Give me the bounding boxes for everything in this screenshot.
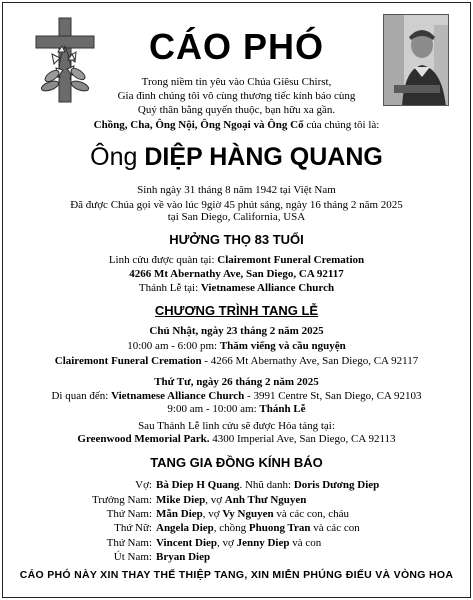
day1-schedule (0, 340, 473, 352)
member-detail: . Nhũ danh: (239, 479, 294, 491)
day1-event: Thăm viếng và cầu nguyện (219, 340, 346, 352)
birth-info: Sinh ngày 31 tháng 8 năm 1942 tại Việt Nam (137, 184, 336, 196)
member-name: Vincent Diep (156, 537, 218, 549)
day2-schedule (0, 403, 473, 415)
day2-place-name: Vietnamese Alliance Church (111, 390, 245, 402)
intro-line-4 (0, 118, 473, 132)
viewing-address (0, 268, 473, 280)
member-detail: , vợ (202, 508, 223, 520)
family-member (156, 494, 306, 506)
viewing-line-1 (0, 254, 473, 266)
family-member (156, 508, 349, 520)
spouse-name: Vy Nguyen (222, 508, 274, 520)
burial-place-name: Greenwood Memorial Park. (77, 433, 210, 445)
day2-place (0, 390, 473, 402)
day2-time: 9:00 am - 10:00 am: (167, 403, 260, 415)
day1-heading (0, 325, 473, 337)
viewing-address-text: 4266 Mt Abernathy Ave, San Diego, CA 92117 (129, 268, 344, 280)
member-name: Bryan Diep (156, 551, 211, 563)
intro-line-2: Gia đình chúng tôi vô cùng thương tiếc kính báo cùng (117, 90, 356, 102)
deceased-name (0, 143, 473, 172)
intro-line-1: Trong niềm tin yêu vào Chúa Giêsu Chirst, (141, 76, 332, 88)
mass-location (0, 282, 473, 294)
day1-place (0, 355, 473, 367)
member-name: Mẫn Diep (156, 508, 203, 520)
family-relation-label: Út Nam: (113, 551, 152, 563)
mass-location-pre: Thánh Lễ tại: (138, 282, 201, 294)
day2-place-address: - 3991 Centre St, San Diego, CA 92103 (244, 390, 422, 402)
member-detail-tail: và các con, cháu (273, 508, 350, 520)
family-heading: TANG GIA ĐỒNG KÍNH BÁO (150, 455, 323, 470)
member-name: Bà Diep H Quang (156, 479, 240, 491)
burial-place-address: 4300 Imperial Ave, San Diego, CA 92113 (209, 433, 396, 445)
name-text: DIỆP HÀNG QUANG (144, 143, 383, 171)
family-member (156, 551, 210, 563)
death-info-line-1: Đã được Chúa gọi về vào lúc 9giờ 45 phút sáng, ngày 16 tháng 2 năm 2025 (70, 199, 403, 211)
intro-line-4-rest: của chúng tôi là: (303, 119, 380, 131)
intro-line-3: Quý thân bằng quyến thuộc, bạn hữu xa gần. (137, 104, 336, 116)
member-detail: , vợ (217, 537, 237, 549)
day1-heading-text: Chủ Nhật, ngày 23 tháng 2 năm 2025 (149, 325, 324, 337)
family-relation-label: Vợ: (135, 479, 152, 491)
spouse-name: Phuong Tran (248, 522, 311, 534)
burial-line: Sau Thánh Lễ linh cửu sẽ được Hỏa táng tại: (138, 420, 335, 432)
day1-place-address: - 4266 Mt Abernathy Ave, San Diego, CA 92117 (201, 355, 419, 367)
family-member (156, 479, 379, 491)
page-title: CÁO PHÓ (148, 26, 324, 67)
footer-note: CÁO PHÓ NÀY XIN THAY THẾ THIỆP TANG, XIN MIỄN PHÚNG ĐIẾU VÀ VÒNG HOA (19, 569, 454, 581)
death-info-line-2: tại San Diego, California, USA (167, 211, 306, 223)
family-relation-label: Thứ Nam: (106, 537, 152, 549)
spouse-name: Anh Thư Nguyen (224, 494, 307, 506)
day1-place-name: Clairemont Funeral Cremation (54, 355, 202, 367)
program-heading: CHƯƠNG TRÌNH TANG LỄ (154, 303, 319, 318)
age-heading: HƯỞNG THỌ 83 TUỔI (169, 232, 304, 247)
day2-event: Thánh Lễ (259, 403, 306, 415)
relation-list: Chồng, Cha, Ông Nội, Ông Ngoại và Ông Cố (93, 119, 304, 131)
family-member (156, 522, 360, 534)
burial-place (0, 433, 473, 445)
viewing-line-1-pre: Linh cửu được quàn tại: (108, 254, 218, 266)
member-name: Mike Diep (156, 494, 206, 506)
family-relation-label: Trưởng Nam: (92, 494, 152, 506)
spouse-name: Jenny Diep (236, 537, 290, 549)
member-detail: , vợ (205, 494, 225, 506)
name-prefix: Ông (90, 143, 138, 171)
day1-time: 10:00 am - 6:00 pm: (127, 340, 220, 352)
member-name: Angela Diep (156, 522, 214, 534)
day2-pre: Di quan đến: (51, 390, 112, 402)
family-member (156, 537, 321, 549)
member-detail: , chồng (213, 522, 249, 534)
member-detail-tail: và các con (310, 522, 360, 534)
day2-heading (0, 376, 473, 388)
member-detail-tail: và con (289, 537, 322, 549)
spouse-name: Doris Dương Diep (293, 479, 380, 491)
family-relation-label: Thứ Nam: (106, 508, 152, 520)
mass-church: Vietnamese Alliance Church (200, 282, 335, 294)
day2-heading-text: Thứ Tư, ngày 26 tháng 2 năm 2025 (154, 376, 319, 388)
viewing-place: Clairemont Funeral Cremation (217, 254, 365, 266)
family-relation-label: Thứ Nữ: (114, 522, 152, 534)
